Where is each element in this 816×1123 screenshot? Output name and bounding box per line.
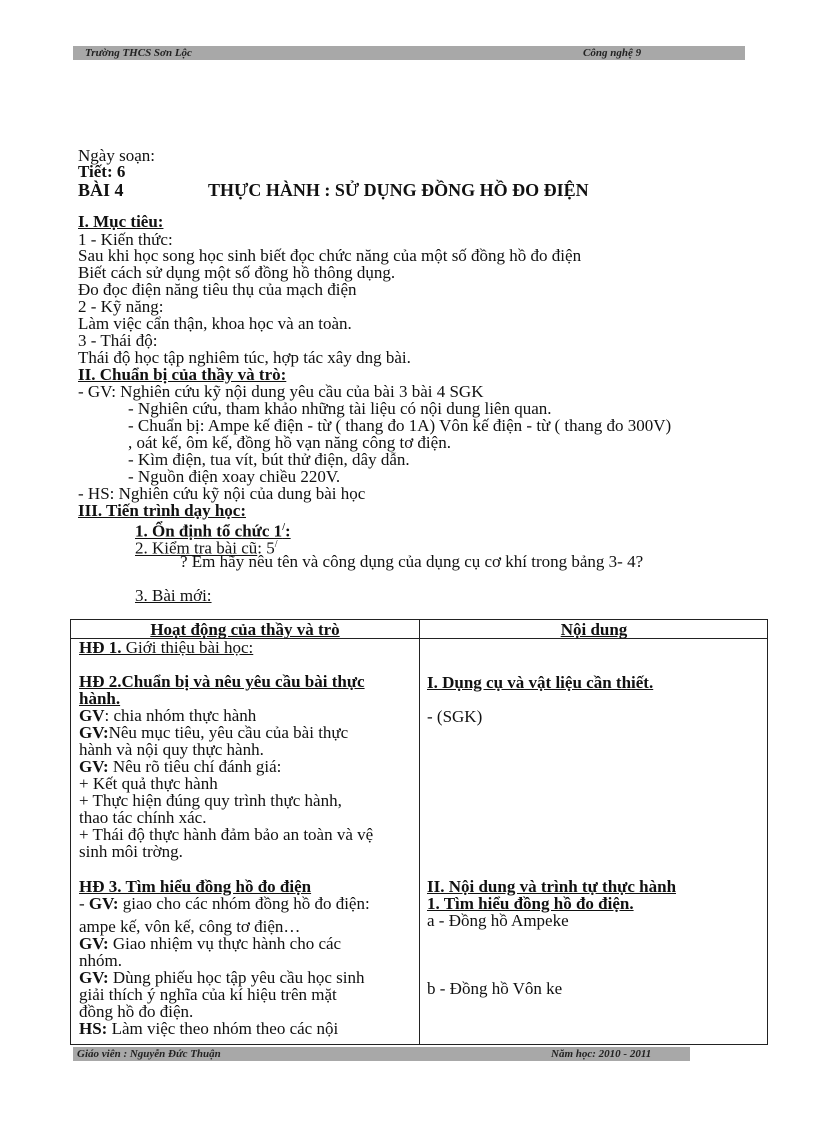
line-text: nhóm. [79, 951, 122, 970]
activity-line [79, 843, 183, 860]
procedure-step1: 1. Tìm hiểu đồng hồ đo điện. [427, 894, 634, 913]
table-header-content: Nội dung [560, 620, 628, 639]
preparation-item: - Chuẩn bị: Ampe kế điện - từ ( thang đo 1A) Vôn kế điện - từ ( thang đo 300V) [128, 416, 672, 435]
hd1-text: Giới thiệu bài học: [121, 638, 254, 657]
line-text: Nêu rõ tiêu chí đánh giá: [108, 757, 282, 776]
ammeter-item: a - Đồng hồ Ampeke [427, 911, 569, 930]
knowledge-line: Biết cách sử dụng một số đồng hồ thông dụng. [78, 263, 396, 282]
preparation-item: - Nghiên cứu, tham khảo những tài liệu có nội dung liên quan. [128, 399, 552, 418]
objectives-heading: I. Mục tiêu: [78, 212, 164, 231]
section-procedure: II. Nội dung và trình tự thực hành [427, 877, 677, 896]
preparation-item: - Nguồn điện xoay chiều 220V. [128, 467, 341, 486]
step1-unit: / [282, 522, 285, 533]
role-label: GV: [79, 934, 109, 953]
activity-line [79, 1020, 338, 1037]
role-label: GV: [79, 968, 109, 987]
line-text: Nêu mục tiêu, yêu cầu của bài thực [108, 723, 349, 742]
tools-sgk: - (SGK) [427, 707, 483, 726]
preparation-gv: - GV: Nghiên cứu kỹ nội dung yêu cầu của bài 3 bài 4 SGK [78, 382, 484, 401]
role-label: GV: [79, 723, 109, 742]
date-label: Ngày soạn: [78, 146, 155, 165]
lesson-title: THỰC HÀNH : SỬ DỤNG ĐỒNG HỒ ĐO ĐIỆN [208, 180, 589, 200]
line-text: Dùng phiếu học tập yêu cầu học sinh [108, 968, 365, 987]
lesson-number: BÀI 4 [78, 180, 124, 200]
activity-line [79, 707, 256, 724]
line-text: Làm việc theo nhóm theo các nội [107, 1019, 339, 1038]
line-text: đồng hồ đo điện. [79, 1002, 194, 1021]
header-subject: Công nghệ 9 [583, 47, 642, 59]
activity-line [79, 758, 281, 775]
section-tools: I. Dụng cụ và vật liệu cần thiết. [427, 673, 654, 692]
page-header [73, 46, 745, 60]
header-school: Trường THCS Sơn Lộc [85, 47, 192, 59]
activity-line [79, 918, 300, 935]
step2-text: 2. Kiểm tra bài cũ [135, 538, 258, 558]
activity-line [79, 826, 373, 843]
role-label: HS: [79, 1019, 108, 1038]
line-text: Giao nhiệm vụ thực hành cho các [108, 934, 342, 953]
activity-line [79, 986, 337, 1003]
period: Tiết: 6 [78, 162, 126, 181]
hd3-title: HĐ 3. Tìm hiểu đồng hồ đo điện [79, 877, 312, 896]
skills-text: Làm việc cẩn thận, khoa học và an toàn. [78, 314, 352, 333]
voltmeter-item: b - Đồng hồ Vôn ke [427, 979, 563, 998]
step1-text: 1. Ổn định tổ chức 1 [135, 521, 283, 541]
line-text: sinh môi trờng. [79, 842, 183, 861]
hd1 [79, 639, 253, 656]
activity-line [79, 741, 264, 758]
preparation-hs: - HS: Nghiên cứu kỹ nội của dung bài học [78, 484, 366, 503]
preparation-item: - Kìm điện, tua vít, bút thử điện, dây dẫn. [128, 450, 410, 469]
activity-line [79, 792, 342, 809]
role-label: GV: [88, 894, 119, 913]
activity-line [79, 724, 348, 741]
preparation-heading: II. Chuẩn bị của thầy và trò: [78, 365, 287, 384]
lesson-table [70, 619, 768, 1045]
activity-line [79, 952, 122, 969]
knowledge-line: Sau khi học song học sinh biết đọc chức năng của một số đồng hồ đo điện [78, 246, 582, 265]
activity-line [79, 969, 365, 986]
step2-unit: / [274, 539, 278, 550]
line-text: giải thích ý nghĩa của kí hiệu trên mặt [79, 985, 337, 1004]
attitude-text: Thái độ học tập nghiêm túc, hợp tác xây dng bài. [78, 348, 411, 367]
table-header-activities: Hoạt động của thầy và trò [150, 620, 340, 639]
line-prefix: - [79, 894, 89, 913]
knowledge-label: 1 - Kiến thức: [78, 230, 173, 249]
activity-line [79, 1003, 193, 1020]
hd2-title: hành. [79, 689, 121, 708]
preparation-item: , oát kế, ôm kế, đồng hồ vạn năng công tơ điện. [128, 433, 451, 452]
line-text: : chia nhóm thực hành [104, 706, 257, 725]
line-text: + Thái độ thực hành đảm bảo an toàn và vệ [79, 825, 374, 844]
activity-line [79, 935, 341, 952]
role-label: GV: [79, 757, 109, 776]
step2-time: : 5 [257, 538, 275, 558]
line-text: thao tác chính xác. [79, 808, 207, 827]
activity-line [79, 775, 218, 792]
line-text: hành và nội quy thực hành. [79, 740, 264, 759]
hd1-label: HĐ 1. [79, 638, 122, 657]
line-text: ampe kế, vôn kế, công tơ điện… [79, 917, 301, 936]
process-heading: III. Tiến trình dạy học: [78, 501, 246, 520]
line-text: giao cho các nhóm đồng hồ đo điện: [118, 894, 370, 913]
footer-year: Năm học: 2010 - 2011 [551, 1048, 652, 1060]
role-label: GV [79, 706, 105, 725]
page-footer [73, 1047, 690, 1061]
knowledge-line: Đo đọc điện năng tiêu thụ của mạch điện [78, 280, 357, 299]
skills-label: 2 - Kỹ năng: [78, 297, 164, 316]
activity-line [79, 895, 370, 912]
column-divider [419, 620, 420, 1044]
hd2-title: HĐ 2.Chuẩn bị và nêu yêu cầu bài thực [79, 672, 365, 691]
activity-line [79, 809, 206, 826]
step1-colon: : [284, 521, 291, 541]
process-step3: 3. Bài mới: [135, 586, 212, 605]
footer-teacher: Giáo viên : Nguyễn Đức Thuận [77, 1048, 221, 1060]
line-text: + Thực hiện đúng quy trình thực hành, [79, 791, 342, 810]
review-question: ? Em hãy nêu tên và công dụng của dụng cụ cơ khí trong bảng 3- 4? [180, 552, 644, 571]
line-text: + Kết quả thực hành [79, 774, 218, 793]
attitude-label: 3 - Thái độ: [78, 331, 158, 350]
